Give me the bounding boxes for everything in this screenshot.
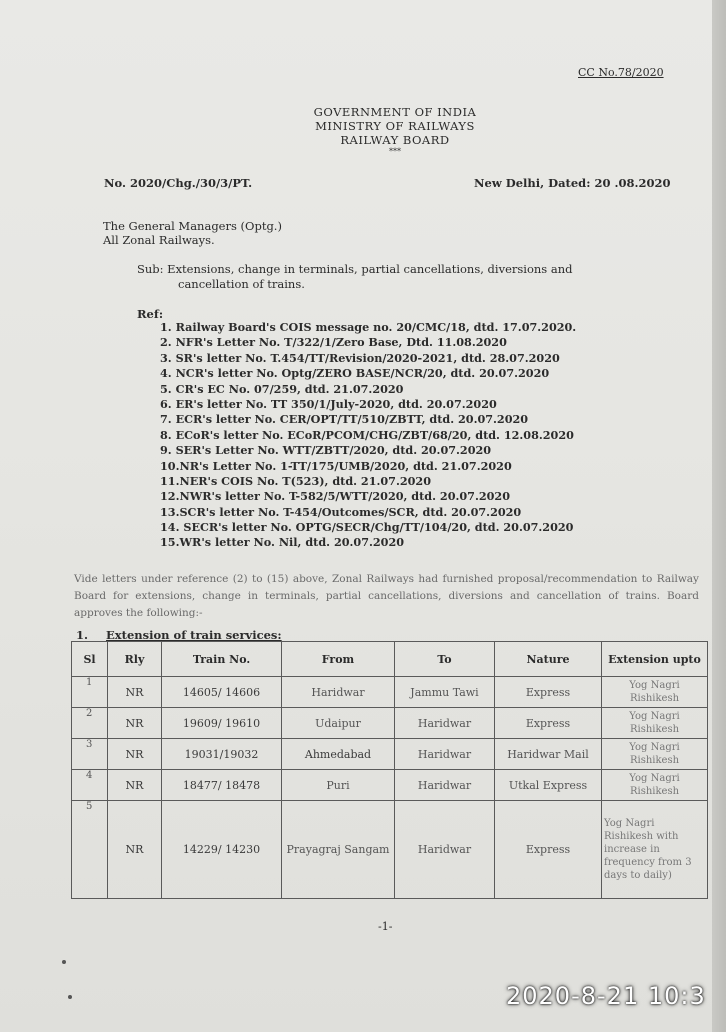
cell-rly: NR bbox=[108, 739, 162, 770]
section-heading bbox=[76, 628, 282, 642]
cell-extension: Yog Nagri Rishikesh bbox=[602, 739, 708, 770]
cell-from: Prayagraj Sangam bbox=[282, 801, 395, 899]
cell-train-no: 18477/ 18478 bbox=[162, 770, 282, 801]
reference-item: 6. ER's letter No. TT 350/1/July-2020, dtd. 20.07.2020 bbox=[160, 396, 497, 411]
reference-item: 8. ECoR's letter No. ECoR/PCOM/CHG/ZBT/68/20, dtd. 12.08.2020 bbox=[160, 427, 574, 442]
header-to: To bbox=[395, 642, 495, 677]
cell-sl: 2 bbox=[72, 708, 108, 739]
cell-nature: Utkal Express bbox=[495, 770, 602, 801]
reference-item: 11.NER's COIS No. T(523), dtd. 21.07.2020 bbox=[160, 473, 431, 488]
table-row bbox=[72, 708, 708, 739]
reference-item: 13.SCR's letter No. T-454/Outcomes/SCR, dtd. 20.07.2020 bbox=[160, 504, 522, 519]
cell-train-no: 14605/ 14606 bbox=[162, 677, 282, 708]
cell-to: Haridwar bbox=[395, 739, 495, 770]
cell-from: Ahmedabad bbox=[282, 739, 395, 770]
addressee-line-2: All Zonal Railways. bbox=[103, 233, 215, 247]
cell-rly: NR bbox=[108, 708, 162, 739]
reference-item: 4. NCR's letter No. Optg/ZERO BASE/NCR/20, dtd. 20.07.2020 bbox=[160, 366, 550, 381]
reference-item: 15.WR's letter No. Nil, dtd. 20.07.2020 bbox=[160, 535, 405, 550]
cell-sl: 4 bbox=[72, 770, 108, 801]
reference-list bbox=[160, 320, 576, 551]
cell-extension: Yog Nagri Rishikesh bbox=[602, 708, 708, 739]
cell-train-no: 19609/ 19610 bbox=[162, 708, 282, 739]
reference-item: 2. NFR's Letter No. T/322/1/Zero Base, Dtd. 11.08.2020 bbox=[160, 335, 507, 350]
cell-nature: Haridwar Mail bbox=[495, 739, 602, 770]
section-title: Extension of train services: bbox=[106, 628, 282, 642]
addressee-line-1: The General Managers (Optg.) bbox=[103, 219, 282, 233]
reference-item: 14. SECR's letter No. OPTG/SECR/Chg/TT/104/20, dtd. 20.07.2020 bbox=[160, 520, 574, 535]
photo-timestamp: 2020-8-21 10:3 bbox=[506, 982, 706, 1010]
reference-item: 7. ECR's letter No. CER/OPT/TT/510/ZBTT, dtd. 20.07.2020 bbox=[160, 412, 529, 427]
cell-nature: Express bbox=[495, 677, 602, 708]
reference-item: 3. SR's letter No. T.454/TT/Revision/2020-2021, dtd. 28.07.2020 bbox=[160, 350, 560, 365]
section-number: 1. bbox=[76, 628, 89, 642]
table-header-row bbox=[72, 642, 708, 677]
header-from: From bbox=[282, 642, 395, 677]
cell-rly: NR bbox=[108, 801, 162, 899]
header-line-1: GOVERNMENT OF INDIA bbox=[313, 105, 477, 119]
cell-extension: Yog Nagri Rishikesh bbox=[602, 677, 708, 708]
body-paragraph: Vide letters under reference (2) to (15) above, Zonal Railways had furnished proposal/recommendation to Railway Board for extensions, change in terminals, partial cancellations, diversions and cancellation of trains. Board approves the following:- bbox=[74, 573, 699, 619]
cell-from: Haridwar bbox=[282, 677, 395, 708]
cell-train-no: 19031/19032 bbox=[162, 739, 282, 770]
cell-to: Haridwar bbox=[395, 801, 495, 899]
reference-label: Ref: bbox=[137, 307, 164, 321]
header-nature: Nature bbox=[495, 642, 602, 677]
cc-number: CC No.78/2020 bbox=[578, 66, 664, 79]
header-rly: Rly bbox=[108, 642, 162, 677]
cell-rly: NR bbox=[108, 677, 162, 708]
cell-to: Haridwar bbox=[395, 708, 495, 739]
speck-mark bbox=[62, 960, 66, 964]
train-extension-table bbox=[71, 641, 708, 899]
subject-line-2: cancellation of trains. bbox=[178, 277, 305, 291]
header-train-no: Train No. bbox=[162, 642, 282, 677]
cell-nature: Express bbox=[495, 708, 602, 739]
reference-item: 9. SER's Letter No. WTT/ZBTT/2020, dtd. 20.07.2020 bbox=[160, 443, 492, 458]
cell-sl: 1 bbox=[72, 677, 108, 708]
cell-rly: NR bbox=[108, 770, 162, 801]
table-row bbox=[72, 801, 708, 899]
cell-from: Puri bbox=[282, 770, 395, 801]
place-date: New Delhi, Dated: 20 .08.2020 bbox=[474, 176, 671, 190]
page-number: -1- bbox=[378, 920, 393, 933]
cell-from: Udaipur bbox=[282, 708, 395, 739]
header-stars: *** bbox=[389, 147, 401, 156]
header-line-3: RAILWAY BOARD bbox=[340, 133, 450, 147]
cell-sl: 3 bbox=[72, 739, 108, 770]
header-sl: Sl bbox=[72, 642, 108, 677]
letter-number: No. 2020/Chg./30/3/PT. bbox=[104, 176, 253, 190]
header-line-2: MINISTRY OF RAILWAYS bbox=[315, 119, 475, 133]
cell-nature: Express bbox=[495, 801, 602, 899]
reference-item: 12.NWR's letter No. T-582/5/WTT/2020, dtd. 20.07.2020 bbox=[160, 489, 510, 504]
cell-to: Jammu Tawi bbox=[395, 677, 495, 708]
speck-mark bbox=[68, 995, 72, 999]
table-row bbox=[72, 739, 708, 770]
table-row bbox=[72, 677, 708, 708]
header-extension: Extension upto bbox=[602, 642, 708, 677]
subject-line-1: Sub: Extensions, change in terminals, partial cancellations, diversions and bbox=[137, 262, 573, 276]
table-row bbox=[72, 770, 708, 801]
cell-to: Haridwar bbox=[395, 770, 495, 801]
cell-extension: Yog Nagri Rishikesh with increase in frequency from 3 days to daily) bbox=[602, 801, 708, 899]
cell-train-no: 14229/ 14230 bbox=[162, 801, 282, 899]
reference-item: 10.NR's Letter No. 1-TT/175/UMB/2020, dtd. 21.07.2020 bbox=[160, 458, 512, 473]
cell-extension: Yog Nagri Rishikesh bbox=[602, 770, 708, 801]
reference-item: 1. Railway Board's COIS message no. 20/CMC/18, dtd. 17.07.2020. bbox=[160, 320, 577, 334]
reference-item: 5. CR's EC No. 07/259, dtd. 21.07.2020 bbox=[160, 381, 404, 396]
page-edge bbox=[712, 0, 726, 1032]
cell-sl: 5 bbox=[72, 801, 108, 899]
